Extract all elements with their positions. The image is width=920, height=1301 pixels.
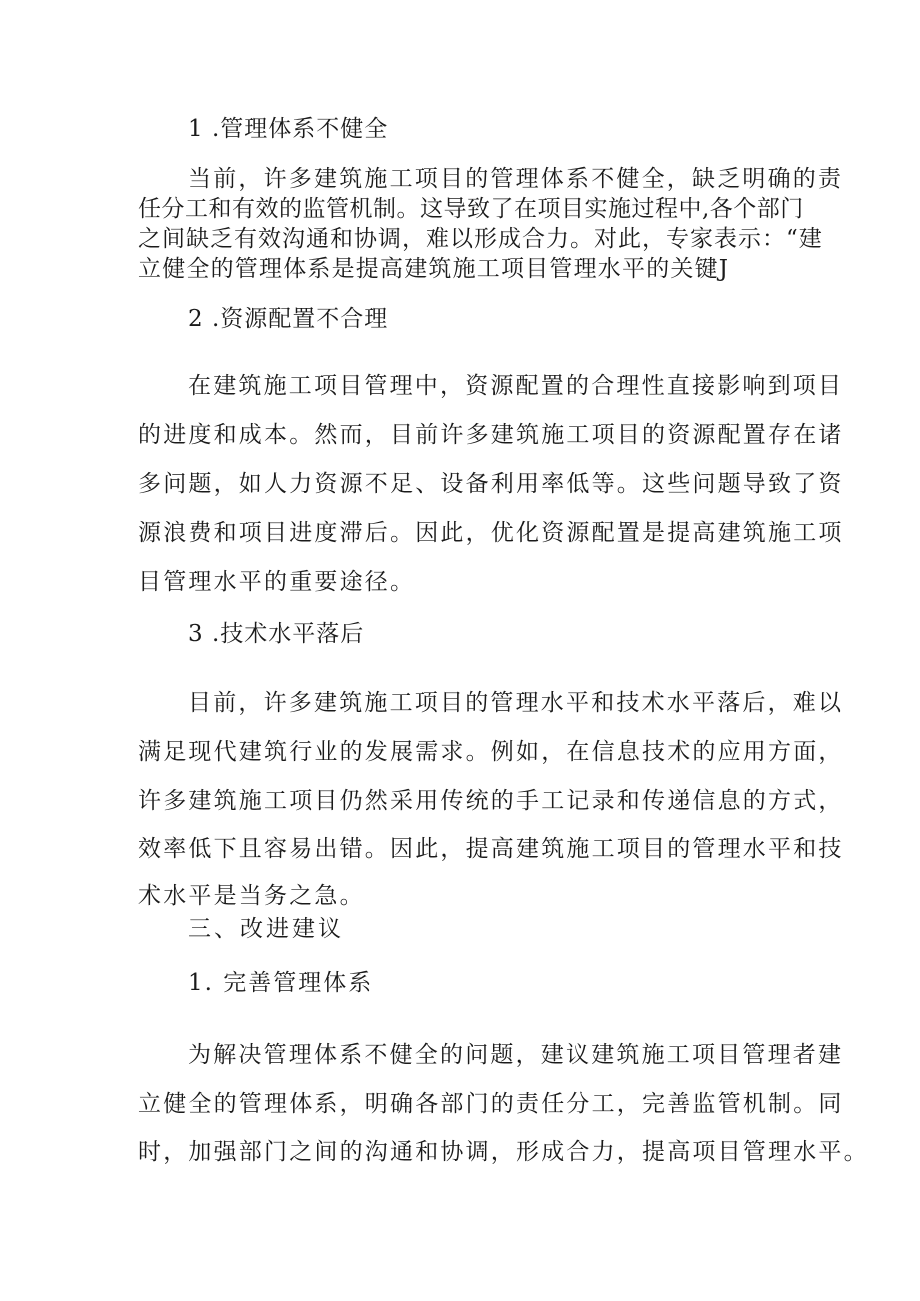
paragraph-line: 在建筑施工项目管理中，资源配置的合理性直接影响到项目 (188, 373, 844, 399)
paragraph-line: 满足现代建筑行业的发展需求。例如，在信息技术的应用方面， (138, 739, 844, 765)
paragraph-line: 时，加强部门之间的沟通和协调，形成合力，提高项目管理水平。 (138, 1139, 869, 1165)
paragraph-line: 为解决管理体系不健全的问题，建议建筑施工项目管理者建 (188, 1042, 844, 1068)
paragraph-line: 源浪费和项目进度滞后。因此，优化资源配置是提高建筑施工项 (138, 520, 844, 546)
paragraph-line: 效率低下且容易出错。因此，提高建筑施工项目的管理水平和技 (138, 836, 844, 862)
paragraph-line: 之间缺乏有效沟通和协调，难以形成合力。对此，专家表示：“建 (138, 226, 823, 252)
paragraph-line: 目管理水平的重要途径。 (138, 569, 416, 595)
subsection-heading: 1. 完善管理体系 (188, 970, 374, 996)
section-heading: 2 .资源配置不合理 (188, 306, 389, 332)
paragraph-line: 的进度和成本。然而，目前许多建筑施工项目的资源配置存在诸 (138, 422, 844, 448)
paragraph-line: 多问题，如人力资源不足、设备利用率低等。这些问题导致了资 (138, 471, 844, 497)
paragraph-line: 许多建筑施工项目仍然采用传统的手工记录和传递信息的方式， (138, 788, 844, 814)
paragraph-line: 当前，许多建筑施工项目的管理体系不健全，缺乏明确的责 (188, 166, 844, 192)
section-heading: 3 .技术水平落后 (188, 621, 365, 647)
paragraph-line: 目前，许多建筑施工项目的管理水平和技术水平落后，难以 (188, 690, 844, 716)
section-heading: 1 .管理体系不健全 (188, 116, 389, 142)
paragraph-line: 术水平是当务之急。 (138, 883, 365, 909)
paragraph-line: 立健全的管理体系是提高建筑施工项目管理水平的关键J (138, 256, 730, 282)
paragraph-line: 任分工和有效的监管机制。这导致了在项目实施过程中,各个部门 (138, 196, 804, 222)
part-title: 三、改进建议 (188, 916, 344, 942)
paragraph-line: 立健全的管理体系，明确各部门的责任分工，完善监管机制。同 (138, 1091, 844, 1117)
